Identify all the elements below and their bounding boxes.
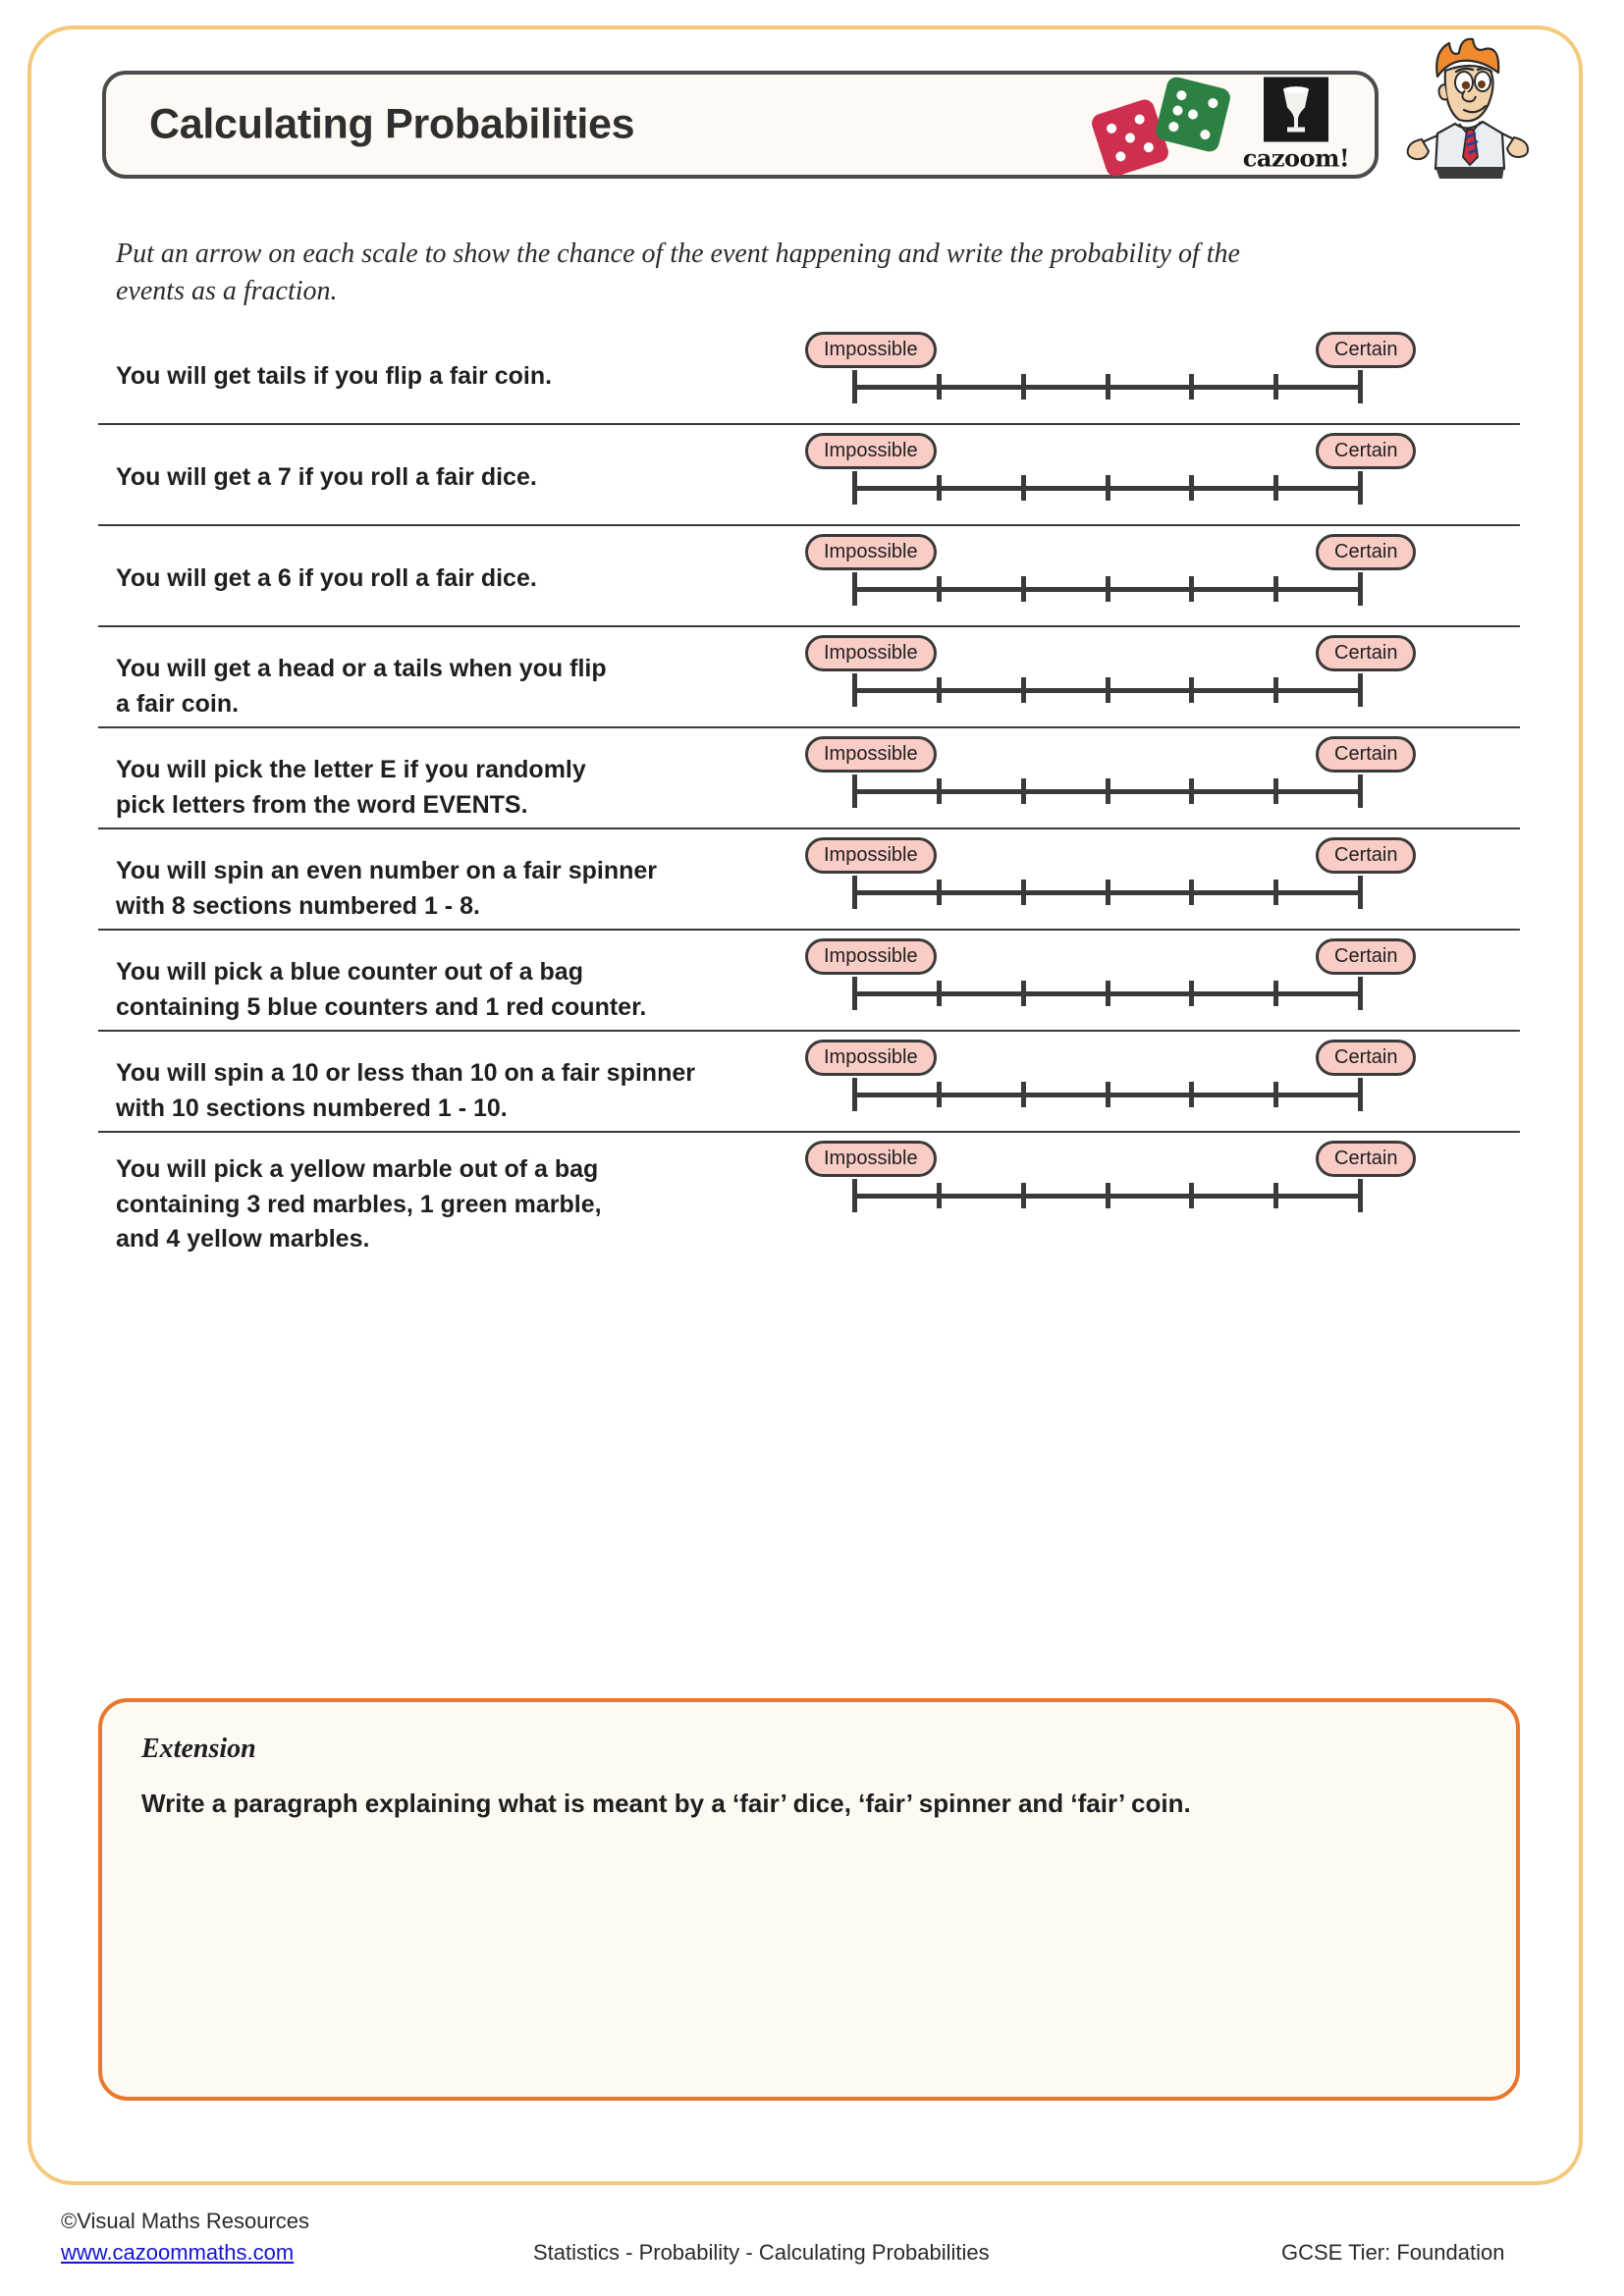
scale-tick	[1273, 880, 1278, 905]
scale-tick-end	[852, 876, 857, 909]
page-title: Calculating Probabilities	[149, 100, 635, 148]
cazoom-logo	[1243, 78, 1349, 173]
question-text-line: You will pick a blue counter out of a bag	[116, 958, 583, 986]
question-text	[98, 627, 785, 721]
scale-tick	[1273, 475, 1278, 501]
scale-tick-end	[1358, 673, 1363, 707]
scale-tick-end	[852, 774, 857, 808]
scale-tick	[937, 576, 942, 602]
scale-tick	[1189, 1082, 1194, 1107]
question-row	[98, 627, 1520, 728]
scale-tick-end	[852, 1179, 857, 1212]
question-text-line: and 4 yellow marbles.	[116, 1225, 370, 1253]
scale-label-certain: Certain	[1316, 332, 1416, 368]
footer-tier: GCSE Tier: Foundation	[1281, 2240, 1505, 2265]
probability-scale[interactable]	[805, 635, 1453, 714]
scale-tick	[1189, 576, 1194, 602]
scale-label-certain: Certain	[1316, 1141, 1416, 1177]
scale-label-impossible: Impossible	[805, 433, 937, 469]
goblet-icon	[1264, 78, 1328, 142]
scale-label-certain: Certain	[1316, 534, 1416, 570]
scale-tick	[1021, 475, 1026, 501]
scale-axis-line	[852, 991, 1363, 996]
question-text-line: pick letters from the word EVENTS.	[116, 790, 528, 819]
scale-label-certain: Certain	[1316, 736, 1416, 773]
scale-tick-end	[1358, 471, 1363, 505]
scale-tick-end	[1358, 774, 1363, 808]
scale-tick	[937, 981, 942, 1006]
instructions-text: Put an arrow on each scale to show the chance of the event happening and write the probability of the events as a fraction.	[116, 239, 1240, 306]
scale-tick	[937, 880, 942, 905]
probability-scale[interactable]	[805, 332, 1453, 410]
scale-tick	[937, 374, 942, 400]
scale-label-impossible: Impossible	[805, 736, 937, 773]
scale-axis-line	[852, 1093, 1363, 1097]
scale-tick	[1106, 1183, 1110, 1208]
scale-label-impossible: Impossible	[805, 534, 937, 570]
extension-box[interactable]	[98, 1698, 1520, 2101]
questions-list	[98, 324, 1520, 1253]
scale-tick	[1021, 1082, 1026, 1107]
footer-topic: Statistics - Probability - Calculating Probabilities	[533, 2240, 990, 2265]
scale-tick	[1106, 475, 1110, 501]
probability-scale[interactable]	[805, 837, 1453, 916]
scale-tick	[937, 778, 942, 804]
footer-copyright: ©Visual Maths Resources	[61, 2209, 310, 2233]
scale-tick	[1106, 880, 1110, 905]
scale-tick-end	[852, 572, 857, 606]
page-footer	[0, 2209, 1624, 2287]
scale-tick	[1273, 778, 1278, 804]
header-title-box	[102, 71, 1379, 179]
scale-label-certain: Certain	[1316, 938, 1416, 975]
probability-scale[interactable]	[805, 938, 1453, 1017]
scale-tick	[937, 1082, 942, 1107]
scale-tick-end	[1358, 977, 1363, 1010]
question-row	[98, 931, 1520, 1032]
probability-scale[interactable]	[805, 736, 1453, 815]
scale-tick-end	[1358, 876, 1363, 909]
scale-label-certain: Certain	[1316, 1040, 1416, 1076]
scale-tick	[1189, 1183, 1194, 1208]
scale-tick	[1189, 778, 1194, 804]
question-text-line: You will get a 7 if you roll a fair dice.	[116, 463, 537, 491]
question-text	[98, 526, 785, 597]
cazoom-wordmark: cazoom!	[1242, 143, 1349, 173]
scale-tick-end	[852, 471, 857, 505]
scale-axis-line	[852, 890, 1363, 895]
question-row	[98, 526, 1520, 627]
scale-tick-end	[852, 370, 857, 403]
scale-axis-line	[852, 587, 1363, 592]
question-row	[98, 425, 1520, 526]
scale-tick	[1021, 778, 1026, 804]
question-row	[98, 1032, 1520, 1133]
scale-tick-end	[1358, 572, 1363, 606]
scale-tick	[937, 677, 942, 703]
question-text	[98, 425, 785, 496]
scale-tick	[1106, 981, 1110, 1006]
scale-label-impossible: Impossible	[805, 1141, 937, 1177]
question-text-line: You will pick a yellow marble out of a bag	[116, 1155, 599, 1183]
scale-label-impossible: Impossible	[805, 635, 937, 671]
scale-tick	[1021, 981, 1026, 1006]
probability-scale[interactable]	[805, 534, 1453, 613]
question-text-line: a fair coin.	[116, 689, 240, 718]
extension-body: Write a paragraph explaining what is meant by a ‘fair’ dice, ‘fair’ spinner and ‘fair’ coin.	[141, 1789, 1191, 1818]
mascot-shrugging-icon	[1404, 31, 1532, 179]
scale-tick	[1106, 1082, 1110, 1107]
scale-tick	[1106, 374, 1110, 400]
scale-tick	[1021, 576, 1026, 602]
question-text-line: containing 5 blue counters and 1 red counter.	[116, 992, 647, 1021]
scale-tick	[1273, 1183, 1278, 1208]
probability-scale[interactable]	[805, 1040, 1453, 1118]
scale-label-impossible: Impossible	[805, 332, 937, 368]
scale-label-impossible: Impossible	[805, 938, 937, 975]
header-artwork	[1098, 78, 1349, 173]
scale-tick	[1021, 677, 1026, 703]
question-text	[98, 931, 785, 1025]
question-text-line: with 8 sections numbered 1 - 8.	[116, 891, 480, 920]
question-text	[98, 829, 785, 924]
question-text	[98, 728, 785, 823]
question-text-line: with 10 sections numbered 1 - 10.	[116, 1094, 508, 1122]
scale-tick-end	[1358, 1179, 1363, 1212]
extension-title: Extension	[141, 1734, 256, 1764]
scale-label-certain: Certain	[1316, 635, 1416, 671]
question-row	[98, 728, 1520, 829]
scale-tick	[1021, 1183, 1026, 1208]
scale-tick	[1106, 677, 1110, 703]
footer-website-link[interactable]: www.cazoommaths.com	[61, 2240, 295, 2265]
scale-tick	[1106, 576, 1110, 602]
question-text	[98, 324, 785, 395]
scale-tick	[1021, 374, 1026, 400]
scale-tick	[1189, 374, 1194, 400]
scale-axis-line	[852, 1194, 1363, 1199]
scale-tick-end	[852, 977, 857, 1010]
question-row	[98, 1133, 1520, 1253]
question-row	[98, 829, 1520, 931]
scale-tick	[1273, 1082, 1278, 1107]
scale-axis-line	[852, 789, 1363, 794]
scale-tick	[1021, 880, 1026, 905]
scale-tick	[1189, 677, 1194, 703]
scale-tick	[1189, 880, 1194, 905]
scale-tick	[1189, 981, 1194, 1006]
scale-tick	[1273, 576, 1278, 602]
scale-tick	[937, 1183, 942, 1208]
question-text-line: containing 3 red marbles, 1 green marble,	[116, 1190, 602, 1218]
scale-tick-end	[852, 1078, 857, 1111]
scale-label-impossible: Impossible	[805, 837, 937, 874]
scale-label-certain: Certain	[1316, 433, 1416, 469]
question-text-line: You will pick the letter E if you randomly	[116, 756, 586, 783]
scale-axis-line	[852, 486, 1363, 491]
probability-scale[interactable]	[805, 1141, 1453, 1219]
question-text-line: You will spin a 10 or less than 10 on a fair spinner	[116, 1059, 695, 1087]
scale-tick	[937, 475, 942, 501]
scale-tick	[1106, 778, 1110, 804]
scale-tick	[1273, 981, 1278, 1006]
scale-tick-end	[1358, 370, 1363, 403]
scale-label-impossible: Impossible	[805, 1040, 937, 1076]
scale-tick	[1189, 475, 1194, 501]
question-text-line: You will spin an even number on a fair spinner	[116, 857, 658, 884]
scale-axis-line	[852, 688, 1363, 693]
scale-tick-end	[852, 673, 857, 707]
question-row	[98, 324, 1520, 425]
question-text	[98, 1133, 785, 1257]
scale-tick	[1273, 374, 1278, 400]
probability-scale[interactable]	[805, 433, 1453, 511]
scale-axis-line	[852, 385, 1363, 390]
question-text	[98, 1032, 785, 1126]
scale-tick-end	[1358, 1078, 1363, 1111]
question-text-line: You will get a 6 if you roll a fair dice.	[116, 564, 537, 592]
question-text-line: You will get a head or a tails when you flip	[116, 655, 607, 682]
scale-label-certain: Certain	[1316, 837, 1416, 874]
scale-tick	[1273, 677, 1278, 703]
question-text-line: You will get tails if you flip a fair coin.	[116, 362, 553, 390]
